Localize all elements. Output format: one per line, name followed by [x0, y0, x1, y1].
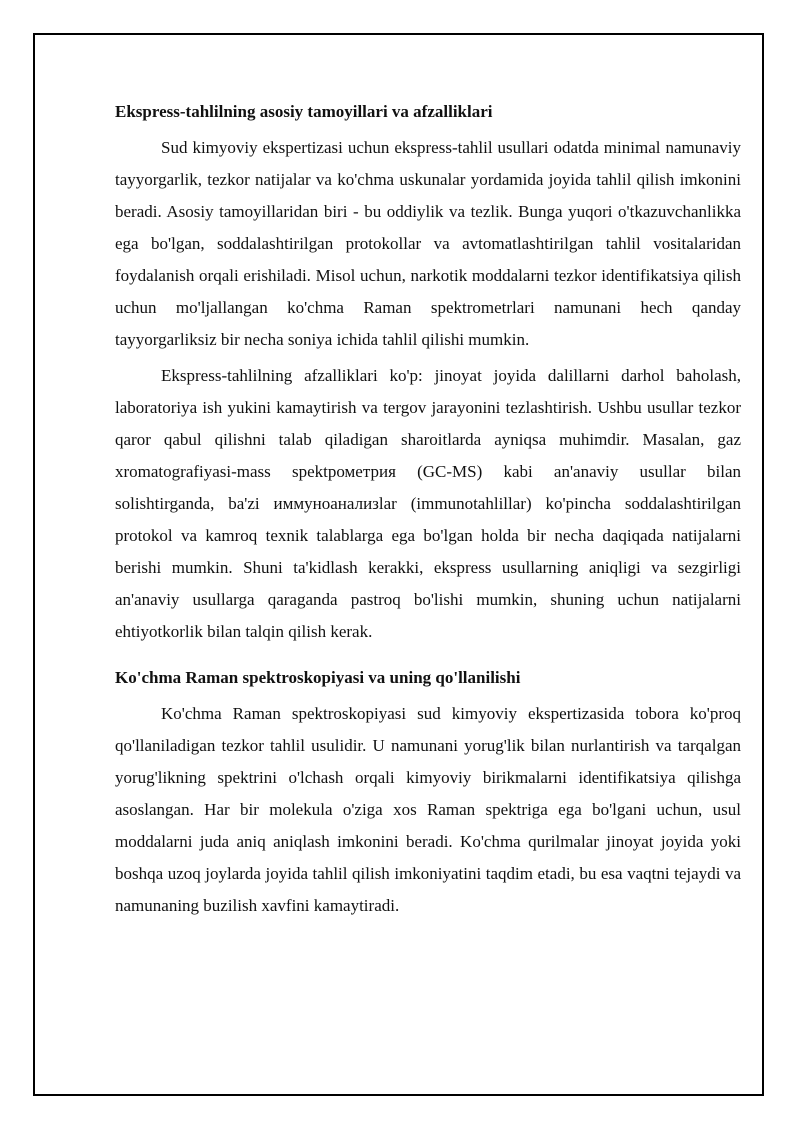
- section-heading-raman: Ko'chma Raman spektroskopiyasi va uning qo'llanilishi: [115, 668, 521, 687]
- section-heading-express-analysis: Ekspress-tahlilning asosiy tamoyillari va afzalliklari: [115, 102, 493, 121]
- paragraph-advantages: Ekspress-tahlilning afzalliklari ko'p: jinoyat joyida dalillarni darhol baholash, laboratoriya ish yukini kamaytirish va tergov jarayonini tezlashtirish. Ushbu usullar tezkor qaror qabul qilishni talab qiladigan sharoitlarda ayniqsa muhimdir. Masalan, gaz xromatografiyasi-mass spektрометрия (GC-MS) kabi an'anaviy usullar bilan solishtirganda, ba'zi иммуноанализlar (immunotahlillar) ko'pincha soddalashtirilgan protokol va kamroq texnik talablarga ega bo'lgan holda bir necha daqiqada natijalarni berishi mumkin. Shuni ta'kidlash kerakki, ekspress usullarning aniqligi va sezgirligi an'anaviy usullarga qaraganda pastroq bo'lishi mumkin, shuning uchun natijalarni ehtiyotkorlik bilan talqin qilish kerak.: [115, 366, 741, 641]
- paragraph-principles: Sud kimyoviy ekspertizasi uchun ekspress-tahlil usullari odatda minimal namunaviy tayyorgarlik, tezkor natijalar va ko'chma uskunalar yordamida joyida tahlil qilish imkonini beradi. Asosiy tamoyillaridan biri - bu oddiylik va tezlik. Bunga yuqori o'tkazuvchanlikka ega bo'lgan, soddalashtirilgan protokollar va avtomatlashtirilgan tahlil vositalaridan foydalanish orqali erishiladi. Misol uchun, narkotik moddalarni tezkor identifikatsiya qilish uchun mo'ljallangan ko'chma Raman spektrometrlari namunani hech qanday tayyorgarliksiz bir necha soniya ichida tahlil qilishi mumkin.: [115, 138, 741, 349]
- spacer: [115, 648, 741, 662]
- document-body: [115, 96, 741, 922]
- paragraph-raman: Ko'chma Raman spektroskopiyasi sud kimyoviy ekspertizasida tobora ko'proq qo'llaniladigan tezkor tahlil usulidir. U namunani yorug'lik bilan nurlantirish va tarqalgan yorug'likning spektrini o'lchash orqali kimyoviy birikmalarni identifikatsiya qilishga asoslangan. Har bir molekula o'ziga xos Raman spektriga ega bo'lgani uchun, usul moddalarni juda aniq aniqlash imkonini beradi. Ko'chma qurilmalar jinoyat joyida yoki boshqa uzoq joylarda joyida tahlil qilish imkoniyatini taqdim etadi, bu esa vaqtni tejaydi va namunaning buzilish xavfini kamaytiradi.: [115, 704, 741, 915]
